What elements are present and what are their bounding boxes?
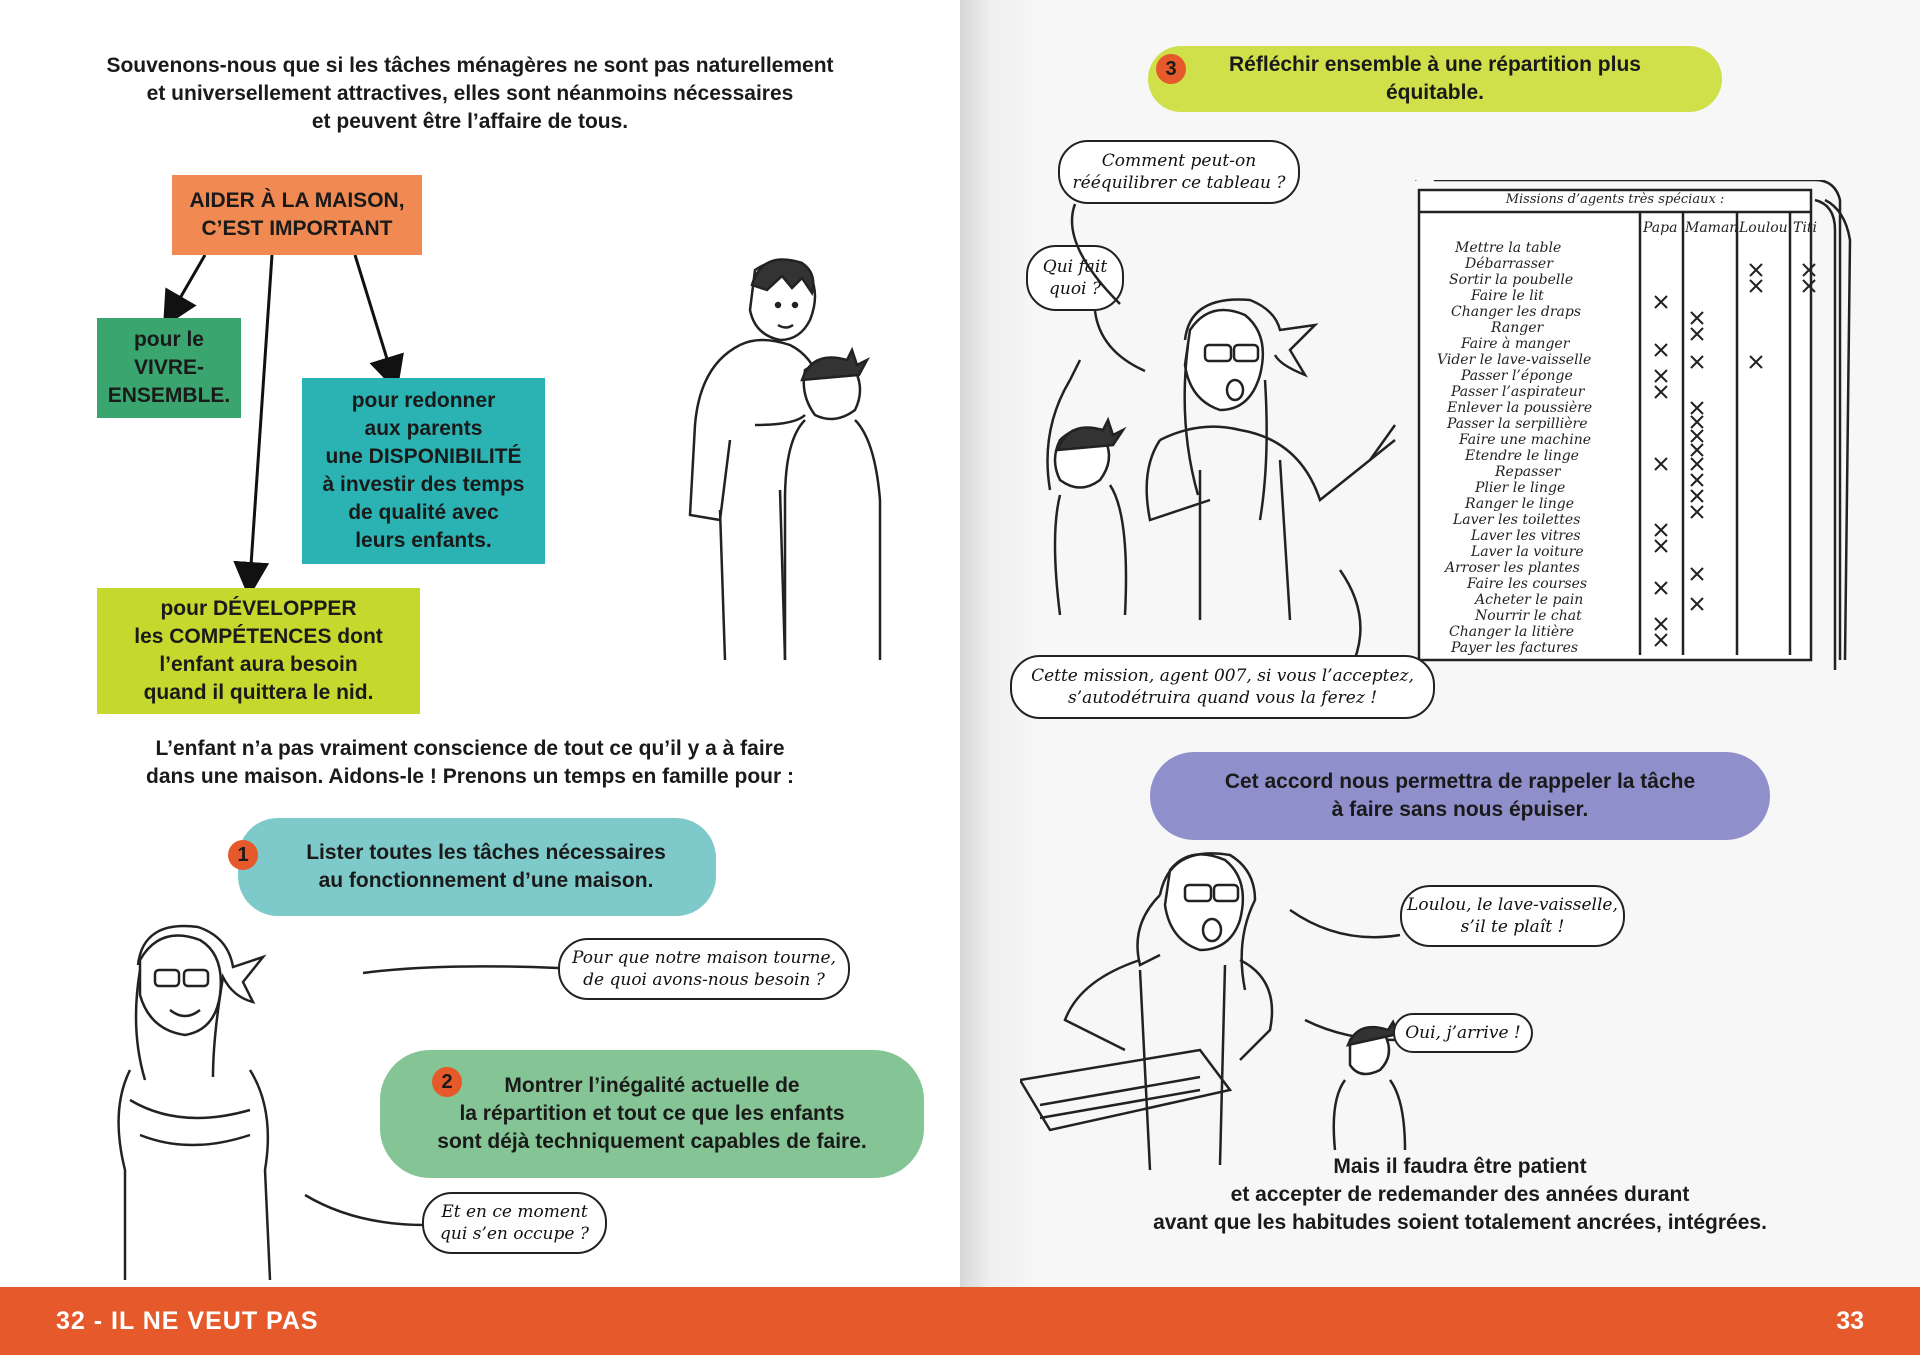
task-item: Vider le lave-vaisselle [1437, 352, 1592, 368]
task-item: Ranger le linge [1465, 496, 1575, 512]
page-number-left: 32 - IL NE VEUT PAS [56, 1307, 319, 1335]
step-2-number: 2 [432, 1067, 462, 1097]
task-item: Laver les vitres [1471, 528, 1581, 544]
step-1-pill: 1 Lister toutes les tâches nécessaires au fonctionnement d’une maison. [238, 818, 716, 916]
step-1-number: 1 [228, 840, 258, 870]
speech-bubble-coming: Oui, j’arrive ! [1393, 1013, 1533, 1053]
speech-bubble-rebalance: Comment peut-on rééquilibrer ce tableau ? [1058, 140, 1300, 204]
col-papa: Papa [1643, 220, 1678, 236]
task-item: Payer les factures [1451, 640, 1579, 656]
speech-bubble-house-needs: Pour que notre maison tourne, de quoi avons-nous besoin ? [558, 938, 850, 1000]
task-item: Faire le lit [1471, 288, 1544, 304]
speech-bubble-who-does: Et en ce moment qui s’en occupe ? [422, 1192, 607, 1254]
box-living-together: pour le VIVRE- ENSEMBLE. [97, 318, 241, 418]
step-3-pill: 3 Réfléchir ensemble à une répartition plus équitable. [1148, 46, 1722, 112]
col-titi: Titi [1793, 220, 1817, 236]
mother-pointing-illustration [1020, 290, 1410, 620]
task-item: Faire à manger [1461, 336, 1570, 352]
task-item: Arroser les plantes [1445, 560, 1580, 576]
mother-calling-illustration [1020, 850, 1410, 1170]
task-item: Débarrasser [1465, 256, 1553, 272]
col-loulou: Loulou [1739, 220, 1788, 236]
box-helping-home: AIDER À LA MAISON, C’EST IMPORTANT [172, 175, 422, 255]
task-item: Laver les toilettes [1453, 512, 1581, 528]
page-number-right: 33 [1836, 1307, 1864, 1335]
task-item: Nourrir le chat [1475, 608, 1582, 624]
speech-bubble-who-what: Qui fait quoi ? [1026, 245, 1124, 311]
step-3-number: 3 [1156, 54, 1186, 84]
box-skills: pour DÉVELOPPER les COMPÉTENCES dont l’enfant aura besoin quand il quittera le nid. [97, 588, 420, 714]
task-item: Ranger [1491, 320, 1544, 336]
task-item: Passer l’aspirateur [1451, 384, 1585, 400]
missions-notebook [1415, 180, 1855, 670]
task-item: Etendre le linge [1465, 448, 1579, 464]
task-item: Faire une machine [1459, 432, 1592, 448]
task-item: Sortir la poubelle [1449, 272, 1574, 288]
task-item: Changer les draps [1451, 304, 1582, 320]
task-item: Changer la litière [1449, 624, 1575, 640]
notebook-checkmarks [1415, 180, 1855, 670]
task-item: Repasser [1495, 464, 1561, 480]
task-item: Laver la voiture [1471, 544, 1584, 560]
task-item: Mettre la table [1455, 240, 1562, 256]
notebook-title: Missions d’agents très spéciaux : [1505, 192, 1725, 207]
task-item: Plier le linge [1475, 480, 1566, 496]
father-son-illustration [660, 250, 900, 660]
closing-text: Mais il faudra être patient et accepter de redemander des années durant avant que les habitudes soient totalement ancrées, intégrées. [1153, 1155, 1767, 1234]
step-2-pill: 2 Montrer l’inégalité actuelle de la répartition et tout ce que les enfants sont déjà techniquement capables de faire. [380, 1050, 924, 1178]
speech-bubble-dishwasher: Loulou, le lave-vaisselle, s’il te plaît ! [1400, 885, 1625, 947]
box-availability: pour redonner aux parents une DISPONIBILITÉ à investir des temps de qualité avec leurs enfants. [302, 378, 545, 564]
mother-illustration-left [100, 920, 300, 1280]
agreement-pill: Cet accord nous permettra de rappeler la tâche à faire sans nous épuiser. [1150, 752, 1770, 840]
task-item: Passer l’éponge [1461, 368, 1573, 384]
intro-text: Souvenons-nous que si les tâches ménagères ne sont pas naturellement et universellement attractives, elles sont néanmoins nécessaires et peuvent être l’affaire de tous. [106, 54, 834, 133]
speech-bubble-mission: Cette mission, agent 007, si vous l’acceptez, s’autodétruira quand vous la ferez ! [1010, 655, 1435, 719]
task-item: Enlever la poussière [1447, 400, 1593, 416]
text-awareness: L’enfant n’a pas vraiment conscience de tout ce qu’il y a à faire dans une maison. Aidons-le ! Prenons un temps en famille pour : [146, 737, 794, 788]
task-item: Faire les courses [1467, 576, 1588, 592]
task-item: Passer la serpillière [1447, 416, 1588, 432]
task-item: Acheter le pain [1475, 592, 1584, 608]
col-maman: Maman [1685, 220, 1739, 236]
